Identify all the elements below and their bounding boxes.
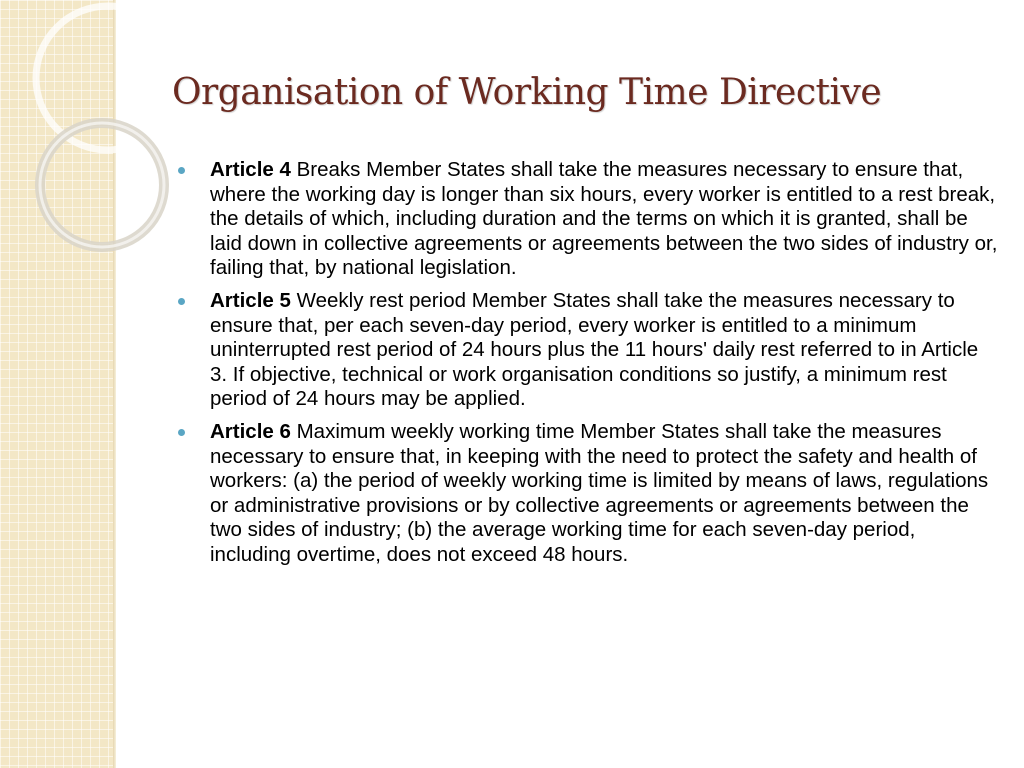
article-label: Article 5 — [210, 288, 297, 312]
article-text: Weekly rest period Member States shall take the measures necessary to ensure that, per each seven-day period, every worker is entitled to a minimum uninterrupted rest period of 24 hours plus the 11 hours' daily rest referred to in Article 3. If objective, technical or work organisation conditions so justify, a minimum rest period of 24 hours may be applied. — [210, 288, 979, 411]
slide-title: Organisation of Working Time Directive — [172, 72, 882, 113]
article-list — [178, 158, 998, 576]
bullet-article-6 — [178, 420, 998, 568]
bullet-dot-icon — [178, 429, 185, 436]
decorative-ring-upper — [36, 6, 180, 150]
bullet-dot-icon — [178, 298, 185, 305]
bullet-dot-icon — [178, 167, 185, 174]
article-text: Breaks Member States shall take the measures necessary to ensure that, where the working day is longer than six hours, every worker is entitled to a rest break, the details of which, including duration and the terms on which it is granted, shall be laid down in collective agreements or agreements between the two sides of industry or, failing that, by national legislation. — [210, 158, 998, 280]
decorative-rings — [0, 0, 180, 300]
decorative-ring-lower-highlight — [40, 123, 164, 247]
bullet-article-5 — [178, 289, 998, 412]
article-label: Article 4 — [210, 158, 297, 181]
article-text: Maximum weekly working time Member States shall take the measures necessary to ensure that, in keeping with the need to protect the safety and health of workers: (a) the period of weekly working time is limited by means of laws, regulations or administrative provisions or by collective agreements or agreements between the two sides of industry; (b) the average working time for each seven-day period, including overtime, does not exceed 48 hours. — [210, 419, 989, 566]
article-label: Article 6 — [210, 419, 297, 443]
bullet-article-4 — [178, 158, 998, 281]
